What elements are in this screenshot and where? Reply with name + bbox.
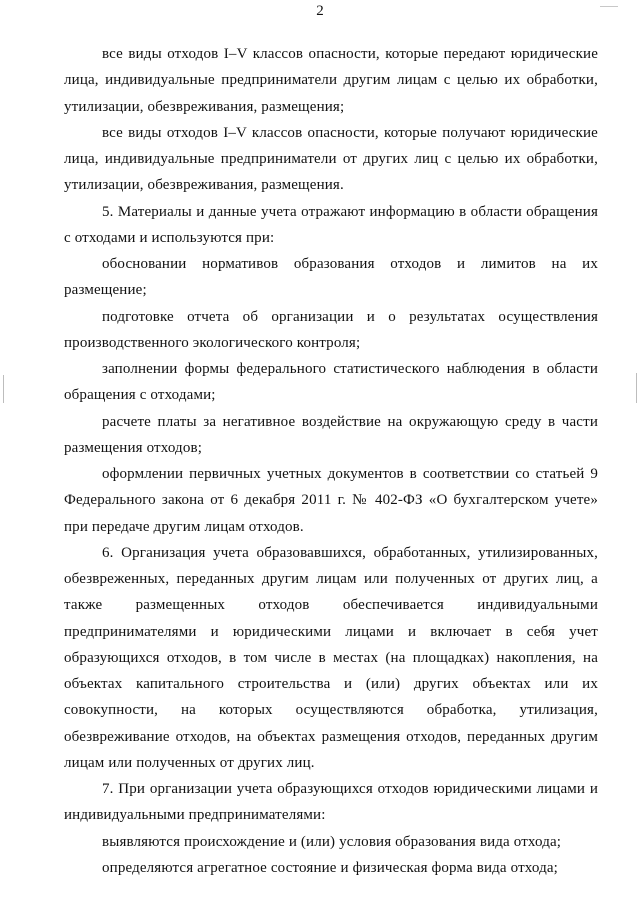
page-number: 2 xyxy=(316,3,324,19)
paragraph: оформлении первичных учетных документов в соответствии со статьей 9 Федерального закона от 6 декабря 2011 г. № 402-ФЗ «О бухгалтерском учете» при передаче другим лицам отходов. xyxy=(64,466,598,535)
paragraph: все виды отходов I–V классов опасности, которые передают юридические лица, индивидуальные предприниматели другим лицам с целью их обработки, утилизации, обезвреживания, размещения; xyxy=(64,46,598,115)
paragraph: определяются агрегатное состояние и физическая форма вида отхода; xyxy=(102,859,558,876)
paragraph: расчете платы за негативное воздействие на окружающую среду в части размещения отходов; xyxy=(64,413,598,456)
paragraph: 5. Материалы и данные учета отражают информацию в области обращения с отходами и используются при: xyxy=(64,203,598,246)
paragraph: все виды отходов I–V классов опасности, которые получают юридические лица, индивидуальные предприниматели от других лиц с целью их обработки, утилизации, обезвреживания, размещения. xyxy=(64,124,598,194)
paragraph: обосновании нормативов образования отходов и лимитов на их размещение; xyxy=(64,256,598,299)
scan-mark xyxy=(636,373,637,403)
paragraph: заполнении формы федерального статистического наблюдения в области обращения с отходами; xyxy=(64,361,598,404)
document-body xyxy=(64,41,598,881)
paragraph: 7. При организации учета образующихся отходов юридическими лицами и индивидуальными предпринимателями: xyxy=(64,781,598,824)
paragraph: подготовке отчета об организации и о результатах осуществления производственного экологического контроля; xyxy=(64,308,598,351)
scan-mark xyxy=(3,375,4,403)
paragraph: выявляются происхождение и (или) условия образования вида отхода; xyxy=(102,833,562,850)
paragraph: 6. Организация учета образовавшихся, обработанных, утилизированных, обезвреженных, переданных другим лицам или полученных от других лиц, а также размещенных отходов обеспечивается индивидуальными предпринимателями и юридическими лицами и включает в себя учет образующихся отходов, в том числе в местах (на площадках) накопления, на объектах капитального строительства и (или) других объектах или их совокупности, на которых осуществляются обработка, утилизация, обезвреживание отходов, на объектах размещения отходов, переданных другим лицам или полученных от других лиц. xyxy=(64,544,598,771)
